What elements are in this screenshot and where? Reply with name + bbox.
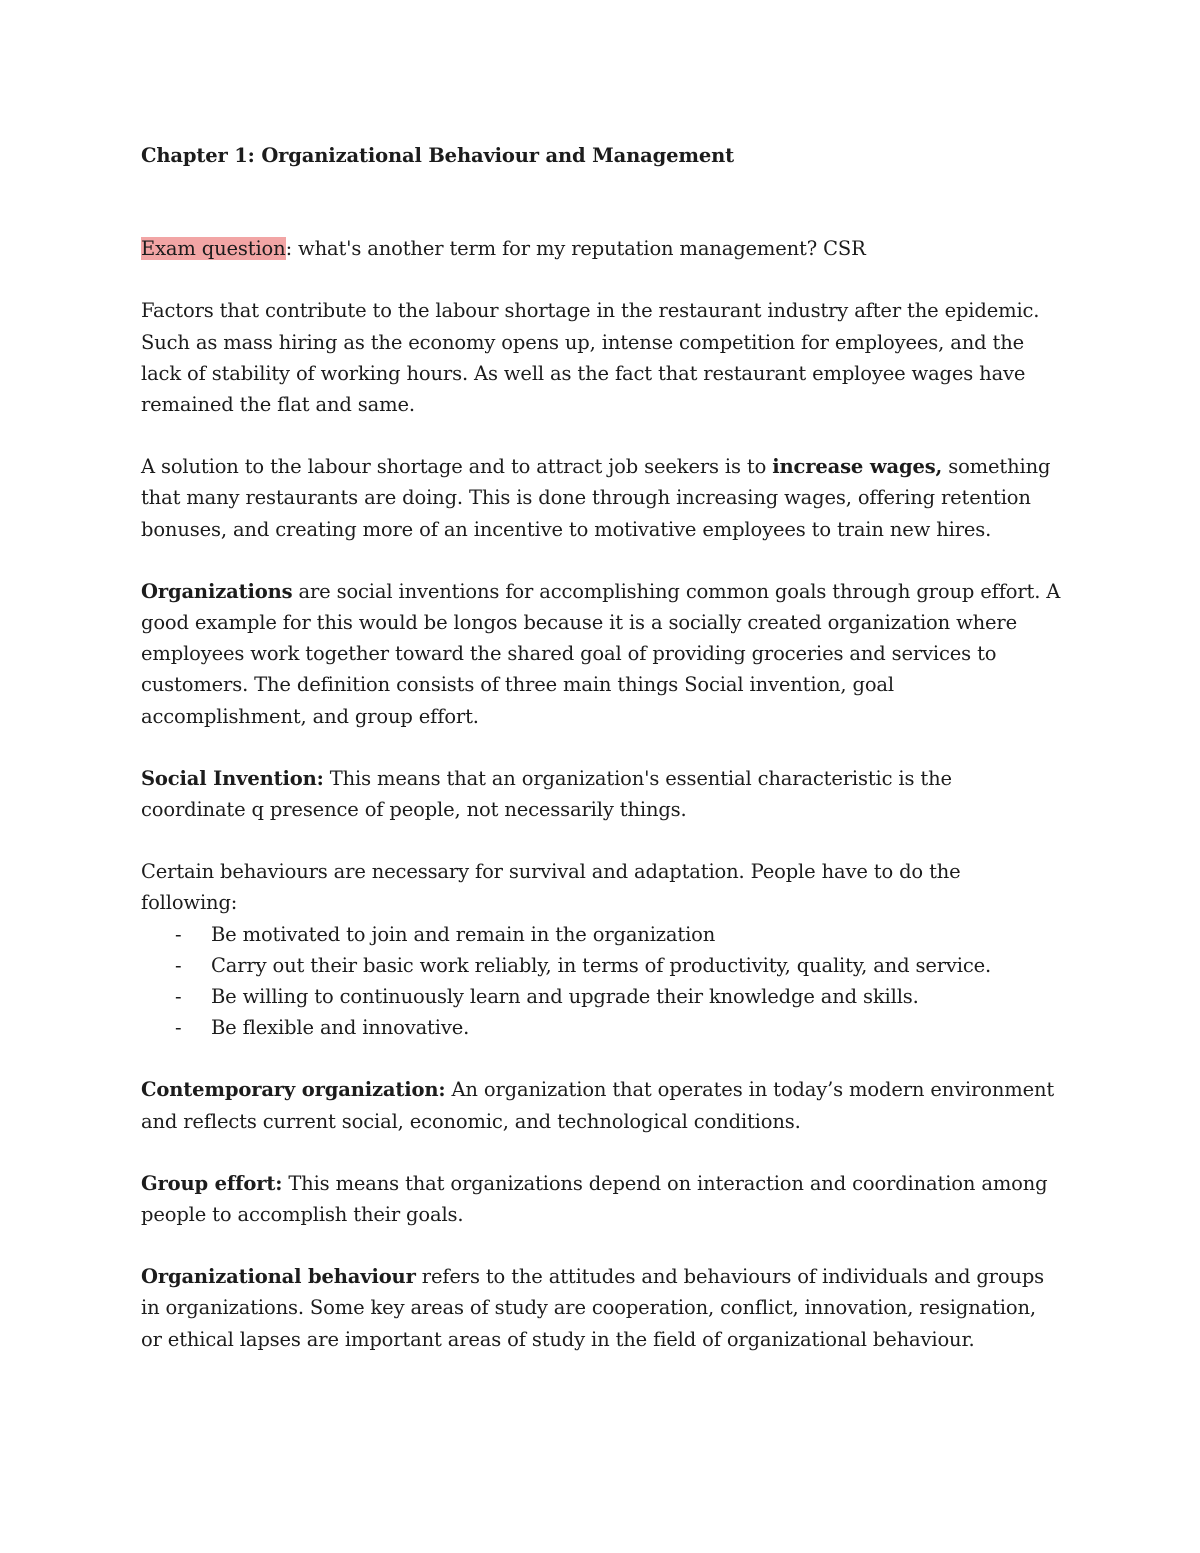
solution-text-after: something that many restaurants are doing. This is done through increasing wages, offering retention bonuses, and creating more of an incentive to motivative employees to train new hires. (141, 455, 1051, 541)
list-item-text: Carry out their basic work reliably, in terms of productivity, quality, and service. (211, 953, 992, 977)
list-item (141, 981, 1061, 1012)
solution-bold-term: increase wages, (772, 455, 943, 479)
organizations-paragraph (141, 576, 1061, 732)
labour-shortage-paragraph: Factors that contribute to the labour shortage in the restaurant industry after the epidemic. Such as mass hiring as the economy opens up, intense competition for employees, and the lack of stability of working hours. As well as the fact that restaurant employee wages have remained the flat and same. (141, 299, 1040, 417)
exam-question-text: : what's another term for my reputation management? CSR (285, 237, 866, 261)
social-invention-term: Social Invention: (141, 766, 324, 790)
exam-question-label: Exam question (141, 237, 286, 261)
dash-bullet: - (175, 922, 182, 946)
behaviours-list (141, 919, 1061, 1044)
list-item (141, 1012, 1061, 1043)
list-item (141, 919, 1061, 950)
behaviours-intro: Certain behaviours are necessary for survival and adaptation. People have to do the following: (141, 860, 961, 915)
social-invention-definition: This means that an organization's essential characteristic is the coordinate q presence of people, not necessarily things. (141, 766, 952, 822)
dash-bullet: - (175, 1016, 182, 1040)
org-behaviour-term: Organizational behaviour (141, 1265, 416, 1289)
organizations-term: Organizations (141, 579, 293, 603)
group-effort-term: Group effort: (141, 1171, 283, 1195)
list-item-text: Be flexible and innovative. (211, 1016, 470, 1040)
contemporary-definition: An organization that operates in today’s modern environment and reflects current social, economic, and technological conditions. (141, 1078, 1055, 1133)
organizations-definition: are social inventions for accomplishing common goals through group effort. A good example for this would be longos because it is a socially created organization where employees work together toward the shared goal of providing groceries and services to customers. The definition consists of three main things Social invention, goal accomplishment, and group effort. (141, 579, 1061, 728)
dash-bullet: - (175, 953, 182, 977)
list-item-text: Be willing to continuously learn and upgrade their knowledge and skills. (211, 985, 919, 1009)
document-body (141, 140, 1061, 1386)
list-item-text: Be motivated to join and remain in the organization (211, 922, 716, 946)
list-item (141, 950, 1061, 981)
chapter-title: Chapter 1: Organizational Behaviour and Management (141, 144, 734, 167)
contemporary-paragraph (141, 1074, 1061, 1136)
contemporary-term: Contemporary organization: (141, 1078, 446, 1102)
social-invention-paragraph (141, 763, 1061, 825)
solution-text-before: A solution to the labour shortage and to attract job seekers is to (141, 455, 773, 479)
org-behaviour-definition: refers to the attitudes and behaviours of individuals and groups in organizations. Some key areas of study are cooperation, conflict, innovation, resignation, or ethical lapses are important areas of study in the field of organizational behaviour. (141, 1265, 1045, 1351)
group-effort-definition: This means that organizations depend on interaction and coordination among people to accomplish their goals. (141, 1171, 1048, 1227)
org-behaviour-paragraph (141, 1261, 1061, 1355)
dash-bullet: - (175, 985, 182, 1009)
group-effort-paragraph (141, 1168, 1061, 1230)
exam-question-paragraph (141, 233, 1061, 264)
solution-paragraph (141, 451, 1061, 545)
